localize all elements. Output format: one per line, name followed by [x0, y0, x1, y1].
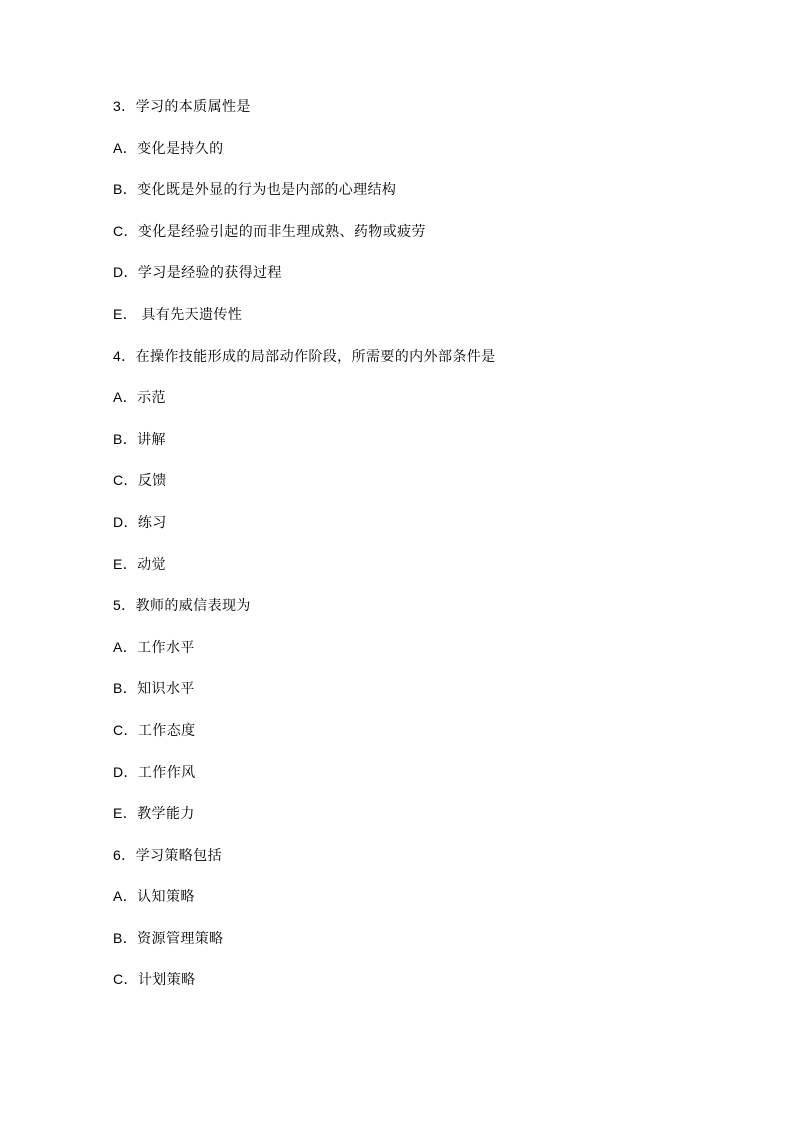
option-line: A．工作水平 — [113, 638, 195, 655]
question-stem: 6．学习策略包括 — [113, 846, 222, 863]
option-line: C．计划策略 — [113, 971, 196, 988]
option-line: A．变化是持久的 — [113, 139, 224, 156]
option-line: B．知识水平 — [113, 680, 195, 697]
option-line: D．练习 — [113, 513, 167, 530]
option-line: C．工作态度 — [113, 721, 196, 738]
option-line: B．讲解 — [113, 430, 166, 447]
option-line: C．反馈 — [113, 472, 167, 489]
option-line: E．教学能力 — [113, 805, 195, 822]
option-line: E． 具有先天遗传性 — [113, 305, 243, 322]
option-line: B．变化既是外显的行为也是内部的心理结构 — [113, 181, 397, 198]
question-list — [113, 86, 744, 1001]
option-line: D．工作作风 — [113, 763, 196, 780]
question-stem: 5．教师的威信表现为 — [113, 597, 251, 614]
option-line: C．变化是经验引起的而非生理成熟、药物或疲劳 — [113, 222, 426, 239]
question-stem: 3．学习的本质属性是 — [113, 98, 251, 114]
option-line: A．认知策略 — [113, 888, 195, 905]
question-stem: 4．在操作技能形成的局部动作阶段，所需要的内外部条件是 — [113, 347, 496, 364]
option-line: A．示范 — [113, 389, 166, 406]
option-line: B．资源管理策略 — [113, 929, 224, 946]
option-line: D．学习是经验的获得过程 — [113, 264, 282, 281]
option-line: E．动觉 — [113, 555, 166, 572]
